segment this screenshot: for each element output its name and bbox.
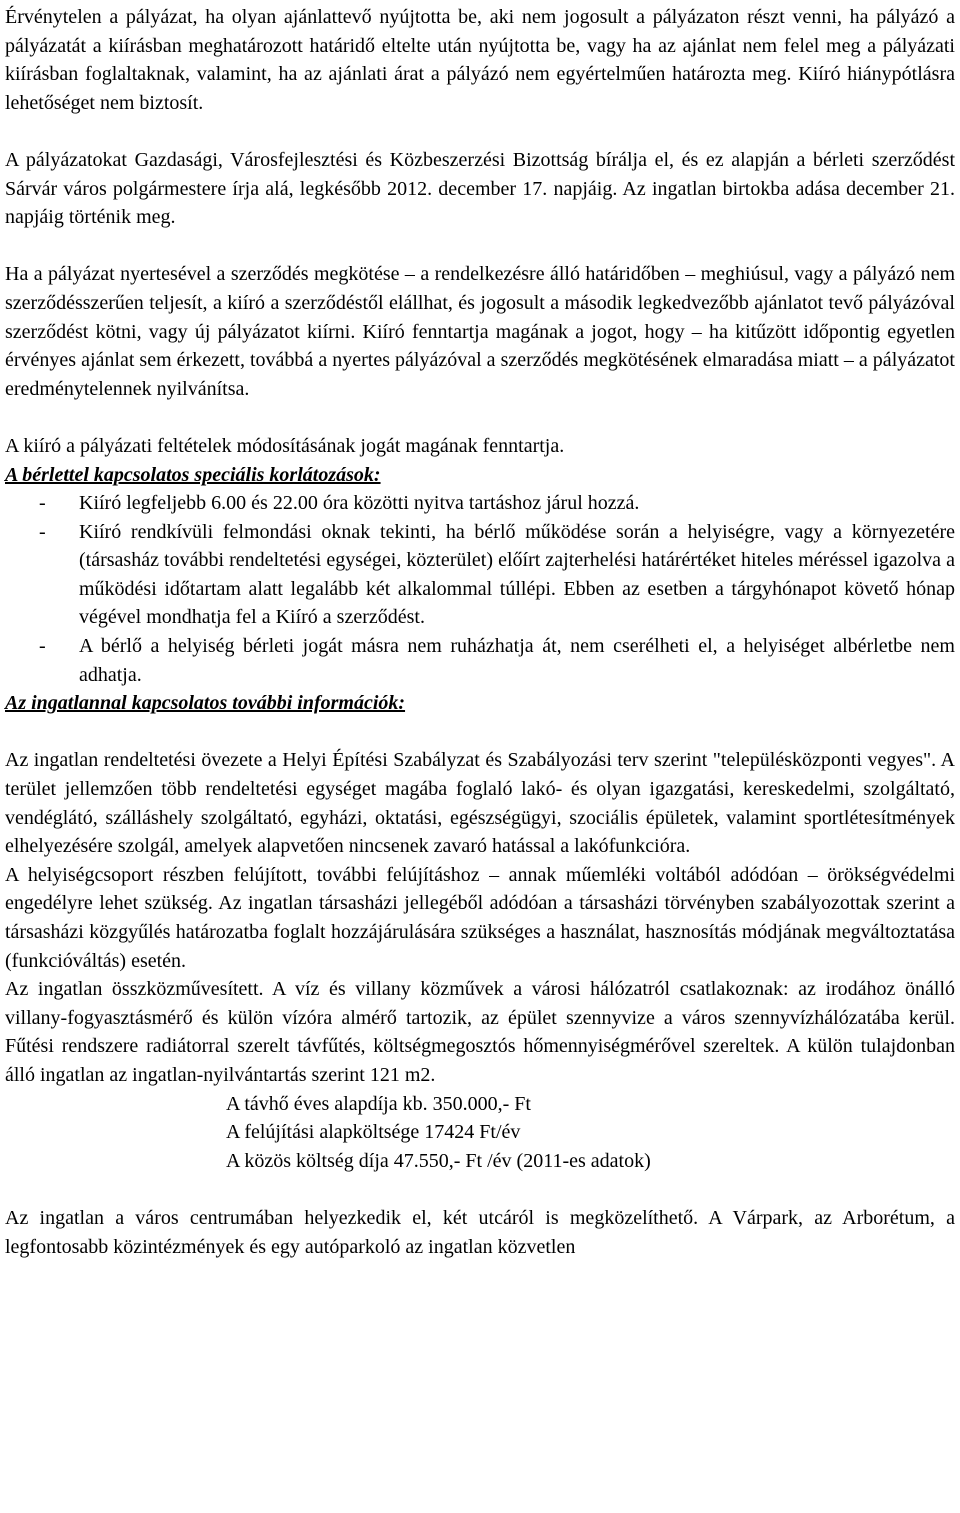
restriction-item [5, 489, 955, 518]
restrictions-heading: A bérlettel kapcsolatos speciális korlátozások: [5, 463, 381, 486]
restriction-text: A bérlő a helyiség bérleti jogát másra nem ruházhatja át, nem cserélheti el, a helyiséget albérletbe nem adhatja. [79, 635, 955, 686]
list-bullet: - [39, 492, 46, 515]
list-bullet: - [39, 520, 46, 543]
restriction-text: Kiíró legfeljebb 6.00 és 22.00 óra közötti nyitva tartáshoz járul hozzá. [79, 492, 640, 515]
location-paragraph: Az ingatlan a város centrumában helyezkedik el, két utcáról is megközelíthető. A Várpark, az Arborétum, a legfontosabb közintézmények és egy autóparkoló az ingatlan közvetlen [5, 1206, 955, 1258]
zoning-paragraph: Az ingatlan rendeltetési övezete a Helyi Építési Szabályzat és Szabályozási terv szerint "településközponti vegyes". A terület jellemzően több rendeltetési egységet magába foglaló lakó- és olyan igazgatási, kereskedelmi, szolgáltató, vendéglátó, szálláshely szolgáltató, egyházi, oktatási, egészségügyi, szociális épületek, valamint sportlétesítmények elhelyezésére szolgál, amelyek alapvetően nincsenek zavaró hatással a lakófunkcióra. [5, 749, 955, 858]
invalidity-paragraph: Érvénytelen a pályázat, ha olyan ajánlattevő nyújtotta be, aki nem jogosult a pályázaton részt venni, ha pályázó a pályázatát a kiírásban meghatározott határidő eltelte után nyújtotta be, vagy ha az ajánlat nem felel meg a pályázati kiírásban foglaltaknak, valamint, ha az ajánlati árat a pályázó nem egyértelműen határozta meg. Kiíró hiánypótlásra lehetőséget nem biztosít. [5, 6, 955, 114]
restriction-text: Kiíró rendkívüli felmondási oknak tekinti, ha bérlő működése során a helyiségre, vagy a környezetére (társasház további rendeltetési egységei, közterület) előírt zajterhelési határértéket hiteles méréssel igazolva a működési időtartam alatt legalább két alkalommal túllépi. Ebben az esetben a tárgyhónapot követő hónap végével mondhatja fel a Kiíró a szerződést. [79, 520, 955, 629]
renovation-fund-fee: A felújítási alapköltsége 17424 Ft/év [226, 1121, 521, 1144]
withdrawal-paragraph: Ha a pályázat nyertesével a szerződés megkötése – a rendelkezésre álló határidőben – meghiúsul, vagy a pályázó nem szerződésszerűen teljesít, a kiíró a szerződéstől elállhat, és jogosult a második legkedvezőbb ajánlatot tevő pályázóval szerződést kötni, vagy új pályázatot kiírni. Kiíró fenntartja magának a jogot, hogy – ha kitűzött időpontig egyetlen érvényes ajánlat sem érkezett, továbbá a nyertes pályázóval a szerződés megkötésének elmaradása miatt – a pályázatot eredménytelennek nyilvánítsa. [5, 263, 955, 400]
conditions-paragraph: A kiíró a pályázati feltételek módosításának jogát magának fenntartja. [5, 434, 565, 457]
common-cost-fee: A közös költség díja 47.550,- Ft /év (2011-es adatok) [226, 1149, 651, 1172]
utilities-paragraph: Az ingatlan összközművesített. A víz és villany közművek a városi hálózatról csatlakoznak: az irodához önálló villany-fogyasztásmérő és külön vízóra almérő tartozik, az épület szennyvize a város szennyvízhálózatába kerül. Fűtési rendszere radiátorral szerelt távfűtés, költségmegosztós hőmennyiségmérővel szereltek. A külön tulajdonban álló ingatlan az ingatlan-nyilvántartás szerint 121 m2. [5, 978, 955, 1086]
list-bullet: - [39, 635, 46, 658]
property-info-heading: Az ingatlannal kapcsolatos további információk: [5, 692, 406, 715]
district-heating-fee: A távhő éves alapdíja kb. 350.000,- Ft [226, 1092, 531, 1115]
restriction-item [5, 632, 955, 689]
renovation-paragraph: A helyiségcsoport részben felújított, további felújításhoz – annak műemléki voltából adódóan – örökségvédelmi engedélyre lehet szükség. Az ingatlan társasházi jellegéből adódóan a társasházi törvényben szabályozottak szerint a társasházi közgyűlés határozatba foglalt hozzájárulására szükséges a használat, hasznosítás módjának megváltoztatása (funkcióváltás) esetén. [5, 863, 955, 972]
restriction-item [5, 518, 955, 632]
restrictions-list [5, 489, 955, 689]
evaluation-paragraph: A pályázatokat Gazdasági, Városfejlesztési és Közbeszerzési Bizottság bírálja el, és ez alapján a bérleti szerződést Sárvár város polgármestere írja alá, legkésőbb 2012. december 17. napjáig. Az ingatlan birtokba adása december 21. napjáig történik meg. [5, 148, 955, 229]
